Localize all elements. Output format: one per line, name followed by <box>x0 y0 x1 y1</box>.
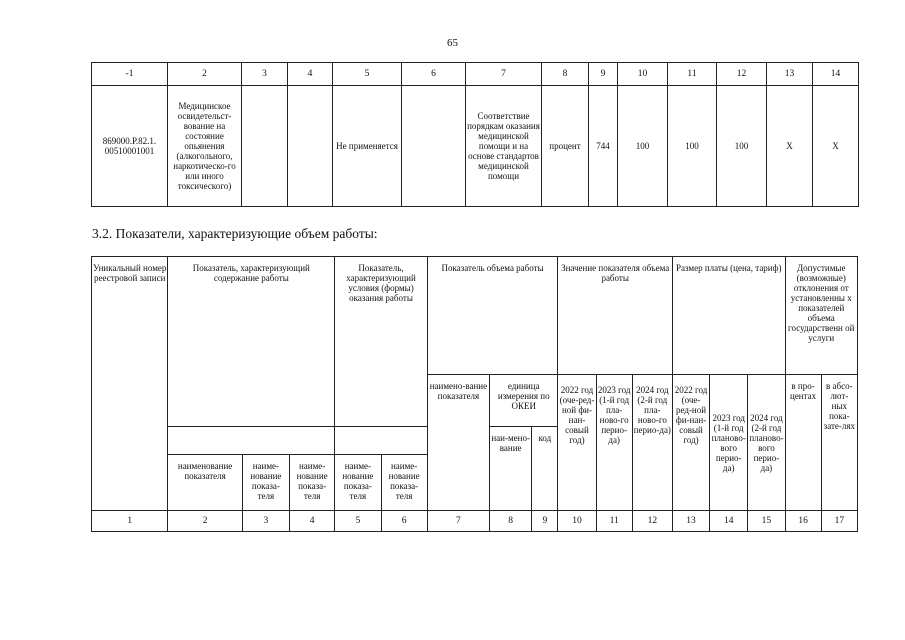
header-cell: 12 <box>717 63 767 86</box>
table-header-row <box>92 63 859 86</box>
table-cell <box>288 86 333 207</box>
column-number: 1 <box>92 511 168 532</box>
column-number: 2 <box>168 511 242 532</box>
column-number: 7 <box>427 511 489 532</box>
value-cell: 100 <box>717 86 767 207</box>
unit-code-header: код <box>532 427 558 511</box>
header-cell: 4 <box>288 63 333 86</box>
column-number: 11 <box>596 511 632 532</box>
table-cell <box>402 86 466 207</box>
header-cell: -1 <box>92 63 168 86</box>
value-2024-header: 2024 год (2-й год пла-ново-го перио-да) <box>632 375 672 511</box>
blank-cell <box>168 427 335 455</box>
column-number: 16 <box>785 511 821 532</box>
unit-okei-header: единица измерения по ОКЕИ <box>490 375 558 427</box>
volume-table <box>91 256 858 532</box>
column-number: 6 <box>381 511 427 532</box>
unique-number-header: Уникальный номер реестровой записи <box>92 257 168 511</box>
column-numbers-row <box>92 511 858 532</box>
volume-value-header: Значение показателя объема работы <box>558 257 673 375</box>
condition-cell: Не применяется <box>333 86 402 207</box>
deviation-header: Допустимые (возможные) отклонения от установленны х показателей объема государственн ой услуги <box>785 257 858 375</box>
blank-cell <box>335 427 427 455</box>
header-cell: 9 <box>589 63 618 86</box>
column-number: 4 <box>290 511 335 532</box>
column-number: 14 <box>710 511 748 532</box>
value-2022-header: 2022 год (оче-ред-ной фи-нан-совый год) <box>558 375 596 511</box>
fee-header: Размер платы (цена, тариф) <box>672 257 785 375</box>
header-cell: 14 <box>813 63 859 86</box>
column-number: 17 <box>821 511 857 532</box>
okei-code-cell: 744 <box>589 86 618 207</box>
header-cell: 5 <box>333 63 402 86</box>
service-name-cell: Медицинское освидетельст-вование на состояние опьянения (алкогольного, наркотическо-го или иного токсического) <box>168 86 242 207</box>
column-number: 8 <box>490 511 532 532</box>
indicators-table <box>91 62 859 207</box>
unit-cell: процент <box>542 86 589 207</box>
deviation-percent-header: в про-центах <box>785 375 821 511</box>
page-number: 65 <box>447 37 458 49</box>
header-cell: 11 <box>668 63 717 86</box>
column-number: 15 <box>748 511 785 532</box>
unit-name-header: наи-мено-вание <box>490 427 532 511</box>
content-indicator-header: Показатель, характеризующий содержание работы <box>168 257 335 427</box>
value-cell: 100 <box>668 86 717 207</box>
volume-indicator-header: Показатель объема работы <box>427 257 558 375</box>
section-heading: 3.2. Показатели, характеризующие объем работы: <box>92 226 378 241</box>
condition-name-header: наиме-нование показа-теля <box>381 455 427 511</box>
fee-2024-header: 2024 год (2-й год планово-вого перио-да) <box>748 375 785 511</box>
column-number: 3 <box>242 511 289 532</box>
deviation-absolute-header: в абсо-лют-ных пока-зате-лях <box>821 375 857 511</box>
column-number: 13 <box>672 511 709 532</box>
header-cell: 10 <box>618 63 668 86</box>
fee-2023-header: 2023 год (1-й год планово-вого перио-да) <box>710 375 748 511</box>
registry-number-cell: 869000.Р.82.1. 00510001001 <box>92 86 168 207</box>
header-cell: 8 <box>542 63 589 86</box>
value-cell: 100 <box>618 86 668 207</box>
content-name-header: наименование показателя <box>168 455 242 511</box>
column-number: 9 <box>532 511 558 532</box>
content-name-header: наиме-нование показа-теля <box>242 455 289 511</box>
column-number: 10 <box>558 511 596 532</box>
conditions-indicator-header: Показатель, характеризующий условия (формы) оказания работы <box>335 257 427 427</box>
value-2023-header: 2023 год (1-й год пла-ново-го перио-да) <box>596 375 632 511</box>
column-number: 5 <box>335 511 381 532</box>
header-cell: 7 <box>466 63 542 86</box>
deviation-cell: Х <box>767 86 813 207</box>
header-cell: 13 <box>767 63 813 86</box>
header-cell: 3 <box>242 63 288 86</box>
header-cell: 6 <box>402 63 466 86</box>
header-cell: 2 <box>168 63 242 86</box>
column-number: 12 <box>632 511 672 532</box>
content-name-header: наиме-нование показа-теля <box>290 455 335 511</box>
volume-name-header: наимено-вание показателя <box>427 375 489 511</box>
fee-2022-header: 2022 год (оче-ред-ной фи-нан-совый год) <box>672 375 709 511</box>
deviation-cell: Х <box>813 86 859 207</box>
table-row <box>92 86 859 207</box>
table-cell <box>242 86 288 207</box>
quality-indicator-cell: Соответствие порядкам оказания медицинской помощи и на основе стандартов медицинской помощи <box>466 86 542 207</box>
condition-name-header: наиме-нование показа-теля <box>335 455 381 511</box>
